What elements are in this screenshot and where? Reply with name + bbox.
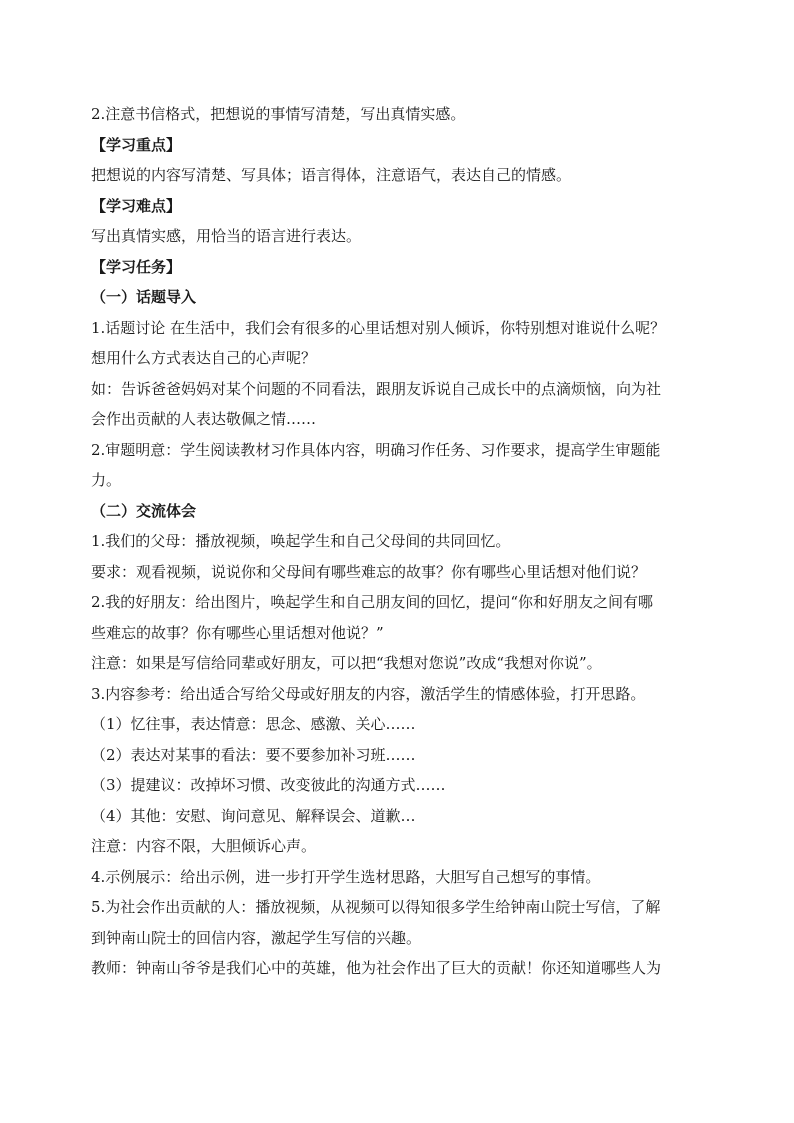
heading-key-points: 【学习重点】 [91,135,182,154]
heading-difficulties: 【学习难点】 [91,196,182,215]
friend-note: 注意：如果是写信给同辈或好朋友，可以把“我想对您说”改成“我想对你说”。 [91,654,602,672]
content-reference: 3.内容参考：给出适合写给父母或好朋友的内容，激活学生的情感体验，打开思路。 [91,684,646,703]
reference-note: 注意：内容不限，大胆倾诉心声。 [91,837,317,855]
reference-item-4: （4）其他：安慰、询问意见、解释误会、道歉… [91,806,416,825]
section-exchange: （二）交流体会 [91,501,197,520]
example-display: 4.示例展示：给出示例，进一步打开学生选材思路，大胆写自己想写的事情。 [91,867,601,886]
review-task-line-1: 2.审题明意：学生阅读教材习作具体内容，明确习作任务、习作要求，提高学生审题能 [91,440,661,459]
review-task-line-2: 力。 [91,471,122,489]
difficulties-text: 写出真情实感，用恰当的语言进行表达。 [91,227,362,245]
teacher-line: 教师：钟南山爷爷是我们心中的英雄，他为社会作出了巨大的贡献！你还知道哪些人为 [91,959,662,977]
parents-requirement: 要求：观看视频，说说你和父母间有哪些难忘的故事？你有哪些心里话想对他们说？ [91,562,647,581]
contributor-item-line-1: 5.为社会作出贡献的人：播放视频，从视频可以得知很多学生给钟南山院士写信，了解 [91,898,661,916]
topic-discussion-line-2: 想用什么方式表达自己的心声呢？ [91,349,317,367]
contributor-item-line-2: 到钟南山院士的回信内容，激起学生写信的兴趣。 [91,928,422,947]
key-points-text: 把想说的内容写清楚、写具体；语言得体，注意语气，表达自己的情感。 [91,166,572,184]
reference-item-3: （3）提建议：改掉坏习惯、改变彼此的沟通方式…… [91,776,446,794]
reference-item-2: （2）表达对某事的看法：要不要参加补习班…… [91,745,416,764]
example-line-2: 会作出贡献的人表达敬佩之情…… [91,410,317,428]
parents-item: 1.我们的父母：播放视频，唤起学生和自己父母间的共同回忆。 [91,532,511,550]
example-line-1: 如：告诉爸爸妈妈对某个问题的不同看法，跟朋友诉说自己成长中的点滴烦恼，向为社 [91,379,662,398]
friend-item-line-1: 2.我的好朋友：给出图片，唤起学生和自己朋友间的回忆，提问“你和好朋友之间有哪 [91,593,653,611]
heading-tasks: 【学习任务】 [91,257,182,276]
reference-item-1: （1）忆往事，表达情意：思念、感激、关心…… [91,715,416,733]
topic-discussion-line-1: 1.话题讨论 在生活中，我们会有很多的心里话想对别人倾诉，你特别想对谁说什么呢？ [91,318,666,337]
section-topic-intro: （一）话题导入 [91,288,197,306]
goal-item-2: 2.注意书信格式，把想说的事情写清楚，写出真情实感。 [91,105,466,123]
friend-item-line-2: 些难忘的故事？你有哪些心里话想对他说？” [91,623,384,642]
document-body [91,99,711,984]
